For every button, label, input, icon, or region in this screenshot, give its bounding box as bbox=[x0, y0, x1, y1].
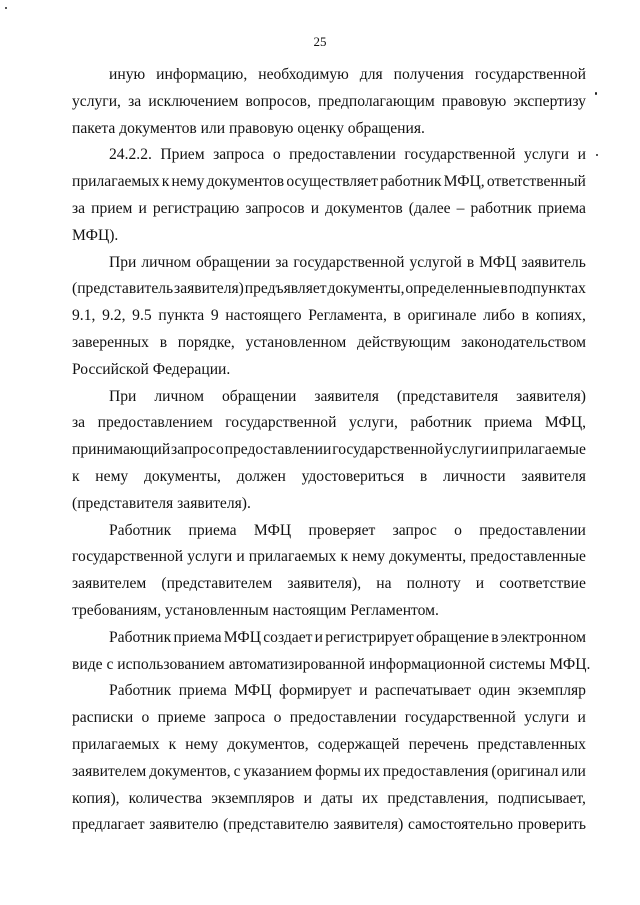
word: соответствие bbox=[499, 575, 586, 593]
text-line bbox=[72, 303, 586, 330]
word: на bbox=[376, 575, 392, 593]
word: заявителем bbox=[72, 575, 147, 593]
scan-mark-right-2 bbox=[596, 154, 598, 156]
word: либо bbox=[483, 307, 515, 325]
text-line bbox=[72, 598, 586, 625]
word: распечатывает bbox=[374, 682, 471, 700]
word: прилагаемых bbox=[72, 735, 160, 753]
paragraph bbox=[72, 62, 586, 142]
text-line bbox=[72, 196, 586, 223]
text-line bbox=[72, 786, 586, 813]
word: удостовериться bbox=[301, 467, 405, 485]
word: за bbox=[275, 253, 289, 271]
word: приема bbox=[537, 199, 586, 217]
word: законодательством bbox=[461, 333, 586, 351]
word: иную bbox=[109, 66, 146, 83]
text-line bbox=[72, 89, 586, 116]
word: приеме bbox=[157, 709, 206, 727]
word: о bbox=[216, 441, 224, 459]
word: документы, bbox=[143, 467, 221, 485]
word: экземпляр bbox=[517, 682, 586, 700]
word: государственной bbox=[293, 253, 405, 271]
word: в bbox=[159, 333, 168, 351]
word: к bbox=[72, 467, 80, 485]
word: в bbox=[491, 628, 499, 646]
word: заявителя bbox=[314, 387, 379, 405]
text-line bbox=[72, 357, 586, 384]
paragraph bbox=[72, 518, 586, 625]
document-body bbox=[72, 62, 591, 839]
word: виде с использованием автоматизированной информационной системы МФЦ. bbox=[72, 655, 591, 673]
word: Работник bbox=[109, 521, 172, 539]
word: за bbox=[128, 92, 142, 110]
word: и bbox=[359, 682, 368, 700]
word: МФЦ bbox=[223, 628, 262, 646]
word: количества bbox=[128, 789, 203, 807]
word: за bbox=[72, 199, 86, 217]
word: копия), bbox=[72, 789, 120, 807]
word: Регламента, bbox=[308, 307, 387, 325]
word: заявителя) bbox=[516, 387, 586, 405]
word: приема bbox=[484, 414, 533, 432]
word: пакета документов или правовую оценку обращения. bbox=[72, 119, 425, 137]
word: МФЦ, bbox=[544, 414, 586, 432]
word: – bbox=[456, 199, 465, 217]
word: нему bbox=[171, 173, 205, 191]
word: личности bbox=[443, 467, 506, 485]
word: подписывает, bbox=[497, 789, 586, 807]
word: предоставлением bbox=[97, 414, 213, 432]
word: предполагающим bbox=[318, 92, 435, 110]
word: обращении bbox=[221, 387, 297, 405]
word: предоставлении bbox=[224, 441, 332, 459]
word: заявителем bbox=[72, 762, 147, 780]
word: предлагает bbox=[72, 816, 145, 834]
paragraph bbox=[72, 625, 591, 679]
word: предоставлении bbox=[479, 521, 586, 539]
text-line bbox=[72, 116, 586, 143]
word: услуги bbox=[524, 709, 570, 727]
word: их bbox=[362, 789, 379, 807]
word: экземпляров bbox=[211, 789, 295, 807]
word: оригинале bbox=[407, 307, 477, 325]
word: заявитель bbox=[521, 253, 586, 271]
word: документов, bbox=[227, 735, 309, 753]
text-line bbox=[72, 812, 586, 839]
text-line bbox=[72, 571, 586, 598]
word: документов bbox=[325, 199, 403, 217]
word: работник bbox=[470, 199, 532, 217]
word: (представителю bbox=[223, 816, 329, 834]
word: вопросов, bbox=[245, 92, 311, 110]
text-line bbox=[72, 169, 586, 196]
word: информацию, bbox=[156, 66, 248, 83]
word: работник bbox=[410, 414, 472, 432]
word: в bbox=[521, 307, 530, 325]
word: Прием bbox=[160, 146, 205, 164]
word: регистрирует bbox=[325, 628, 414, 646]
word: формы bbox=[315, 762, 361, 780]
word: заявителю bbox=[149, 816, 219, 834]
word: содержащей bbox=[317, 735, 400, 753]
word: нему bbox=[352, 548, 386, 566]
word: ответственный bbox=[486, 173, 586, 191]
word: и bbox=[577, 146, 586, 164]
word: полноту bbox=[406, 575, 461, 593]
page-number: 25 bbox=[313, 34, 327, 49]
word: личном bbox=[141, 253, 192, 271]
word: МФЦ bbox=[479, 253, 517, 271]
word: проверяет bbox=[308, 521, 376, 539]
word: государственной bbox=[72, 548, 184, 566]
word: документов, bbox=[149, 762, 231, 780]
word: услуги bbox=[524, 146, 570, 164]
word: даты bbox=[321, 789, 353, 807]
word: их bbox=[363, 762, 380, 780]
word: МФЦ, bbox=[443, 173, 485, 191]
word: подпунктах bbox=[508, 280, 586, 298]
word: действующим bbox=[357, 333, 451, 351]
word: в bbox=[419, 467, 428, 485]
word: предоставленные bbox=[470, 548, 586, 566]
word: о bbox=[273, 709, 282, 727]
word: При bbox=[109, 387, 137, 405]
word: государственной bbox=[474, 66, 586, 83]
paragraph bbox=[72, 678, 586, 839]
word: При bbox=[109, 253, 137, 271]
word: услуги bbox=[444, 441, 490, 459]
text-line bbox=[72, 732, 586, 759]
text-line bbox=[72, 759, 586, 786]
word: в bbox=[500, 280, 508, 298]
word: запроса bbox=[213, 146, 265, 164]
word: прилагаемых bbox=[72, 173, 160, 191]
word: (представителя bbox=[396, 387, 499, 405]
word: 9.5 bbox=[132, 307, 152, 325]
word: с bbox=[233, 762, 241, 780]
word: проверить bbox=[517, 816, 586, 834]
word: и bbox=[303, 789, 313, 807]
text-line bbox=[72, 276, 586, 303]
word: или bbox=[561, 762, 586, 780]
text-line bbox=[72, 142, 586, 169]
text-line bbox=[72, 223, 586, 250]
word: приема bbox=[178, 682, 227, 700]
paragraph bbox=[72, 142, 586, 249]
word: Работник bbox=[109, 682, 172, 700]
word: Работник bbox=[109, 628, 172, 646]
word: к bbox=[168, 735, 177, 753]
paragraph bbox=[72, 384, 586, 518]
word: 9 bbox=[210, 307, 219, 325]
word: МФЦ). bbox=[72, 226, 119, 244]
word: 9.2, bbox=[102, 307, 126, 325]
word: о bbox=[272, 146, 281, 164]
word: государственной bbox=[225, 414, 337, 432]
word: расписки bbox=[72, 709, 134, 727]
word: получения bbox=[393, 66, 464, 83]
word: 9.1, bbox=[72, 307, 96, 325]
word: заявителя) bbox=[333, 816, 404, 834]
word: государственной bbox=[404, 146, 516, 164]
word: предоставлении bbox=[289, 146, 396, 164]
word: (оригинал bbox=[491, 762, 559, 780]
text-line bbox=[72, 250, 586, 277]
word: личном bbox=[154, 387, 205, 405]
word: самостоятельно bbox=[408, 816, 514, 834]
text-line bbox=[72, 652, 591, 679]
word: указанием bbox=[243, 762, 313, 780]
word: услуги, bbox=[348, 414, 398, 432]
word: перечень bbox=[408, 735, 469, 753]
word: запрос bbox=[171, 441, 216, 459]
word: о bbox=[141, 709, 150, 727]
scan-mark-right-1 bbox=[595, 92, 597, 95]
word: запрос bbox=[392, 521, 437, 539]
word: государственной bbox=[404, 709, 516, 727]
word: установленном bbox=[245, 333, 347, 351]
word: заявителя) bbox=[174, 280, 244, 298]
scan-mark-left-top bbox=[5, 7, 7, 9]
word: должен bbox=[236, 467, 286, 485]
word: Российской Федерации. bbox=[72, 360, 231, 378]
text-line bbox=[72, 678, 586, 705]
text-line bbox=[72, 410, 586, 437]
paragraph bbox=[72, 250, 586, 384]
word: один bbox=[478, 682, 511, 700]
word: порядке, bbox=[177, 333, 235, 351]
word: работник bbox=[380, 173, 442, 191]
word: нему bbox=[95, 467, 129, 485]
word: заверенных bbox=[72, 333, 149, 351]
text-line bbox=[72, 62, 586, 89]
word: запроса bbox=[214, 709, 266, 727]
word: заявителя), bbox=[287, 575, 362, 593]
word: осуществляет bbox=[286, 173, 378, 191]
word: и bbox=[310, 199, 320, 217]
word: обращение bbox=[415, 628, 489, 646]
word: и bbox=[577, 709, 586, 727]
word: заявителя bbox=[521, 467, 586, 485]
word: требованиям, установленным настоящим Регламентом. bbox=[72, 601, 439, 619]
word: и bbox=[475, 575, 485, 593]
word: услуги, bbox=[72, 92, 121, 110]
word: услуги bbox=[187, 548, 233, 566]
word: за bbox=[72, 414, 86, 432]
word: копиях, bbox=[535, 307, 586, 325]
word: обращении bbox=[195, 253, 271, 271]
word: (далее bbox=[408, 199, 451, 217]
word: прилагаемых bbox=[248, 548, 337, 566]
word: настоящего bbox=[225, 307, 302, 325]
word: услугой bbox=[409, 253, 462, 271]
word: (представителя заявителя). bbox=[72, 494, 251, 512]
word: предоставлении bbox=[289, 709, 397, 727]
word: прием bbox=[91, 199, 133, 217]
word: необходимую bbox=[258, 66, 349, 83]
word: в bbox=[466, 253, 475, 271]
word: (представителем bbox=[161, 575, 273, 593]
word: документы, bbox=[389, 548, 467, 566]
word: государственной bbox=[332, 441, 444, 459]
word: в bbox=[393, 307, 401, 325]
text-line bbox=[72, 384, 586, 411]
word: определенные bbox=[405, 280, 500, 298]
text-line bbox=[72, 464, 586, 491]
word: 24.2.2. bbox=[109, 146, 152, 164]
word: документов bbox=[206, 173, 285, 191]
text-line bbox=[72, 518, 586, 545]
word: документы, bbox=[327, 280, 405, 298]
word: приема bbox=[173, 628, 222, 646]
word: нему bbox=[185, 735, 219, 753]
word: предъявляет bbox=[244, 280, 327, 298]
word: правовую bbox=[441, 92, 507, 110]
word: МФЦ bbox=[253, 521, 292, 539]
text-line bbox=[72, 491, 586, 518]
word: для bbox=[359, 66, 383, 83]
word: МФЦ bbox=[234, 682, 272, 700]
word: и bbox=[314, 628, 324, 646]
text-line bbox=[72, 330, 586, 357]
word: формирует bbox=[279, 682, 352, 700]
text-line bbox=[72, 544, 586, 571]
text-line bbox=[72, 705, 586, 732]
word: к bbox=[161, 173, 170, 191]
word: представленных bbox=[477, 735, 586, 753]
word: регистрацию bbox=[152, 199, 240, 217]
word: к bbox=[340, 548, 349, 566]
word: принимающий bbox=[72, 441, 171, 459]
word: и bbox=[490, 441, 499, 459]
word: (представитель bbox=[72, 280, 174, 298]
word: предоставления bbox=[382, 762, 489, 780]
text-line bbox=[72, 625, 586, 652]
word: электронном bbox=[500, 628, 586, 646]
text-line bbox=[72, 437, 586, 464]
word: создает bbox=[263, 628, 313, 646]
word: прилагаемые bbox=[499, 441, 586, 459]
word: и bbox=[236, 548, 245, 566]
word: и bbox=[138, 199, 147, 217]
word: экспертизу bbox=[513, 92, 586, 110]
word: представления, bbox=[387, 789, 489, 807]
word: приема bbox=[188, 521, 237, 539]
word: пункта bbox=[158, 307, 205, 325]
word: о bbox=[454, 521, 462, 539]
word: исключением bbox=[148, 92, 239, 110]
word: запросов bbox=[245, 199, 305, 217]
